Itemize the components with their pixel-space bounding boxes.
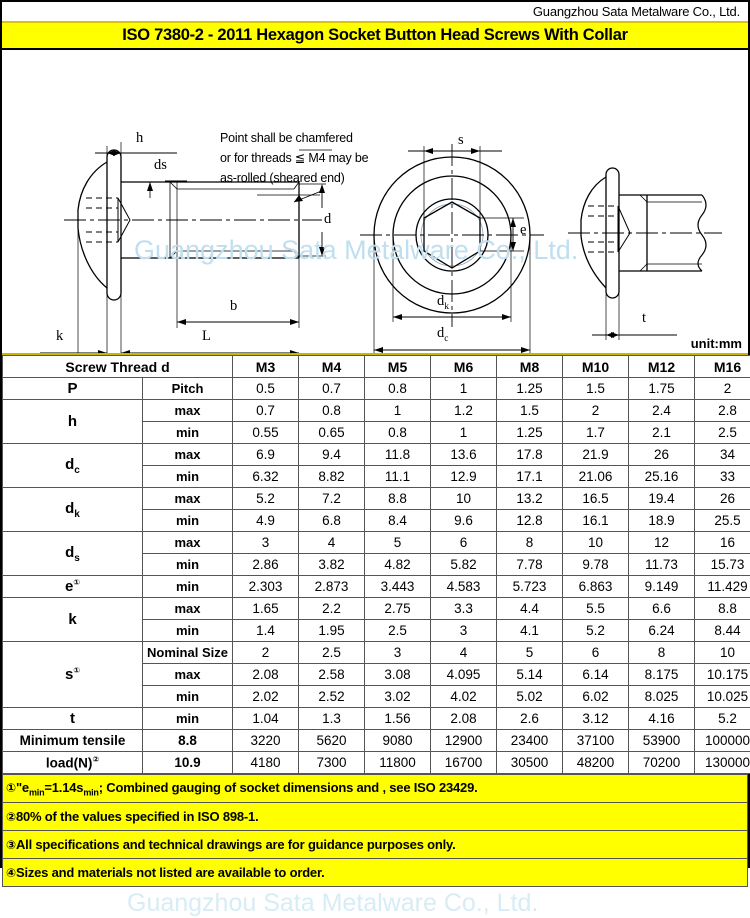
table-cell: 5.02 [497,686,563,708]
footnote-1: $①"e_{min}=1.14s_{min}$; Combined gauging of socket dimensions and , see ISO 23429. [3,775,748,803]
size-header-m8: M8 [497,356,563,378]
table-cell: 13.2 [497,488,563,510]
table-cell: 21.06 [563,466,629,488]
table-cell: 5620 [299,730,365,752]
table-cell: 2 [563,400,629,422]
row-qualifier: min [143,554,233,576]
table-cell: 2.75 [365,598,431,620]
table-cell: 130000 [695,752,750,774]
table-cell: 3.12 [563,708,629,730]
dim-label-b: b [230,298,237,315]
table-cell: 0.7 [299,378,365,400]
row-symbol: $d_s$ [3,532,143,576]
table-cell: 5.14 [497,664,563,686]
spec-table-wrapper [2,355,748,774]
table-row [3,532,750,554]
table-cell: 2.58 [299,664,365,686]
table-cell: 53900 [629,730,695,752]
row-symbol: k [3,598,143,642]
table-cell: 16700 [431,752,497,774]
table-cell: 1.5 [497,400,563,422]
table-cell: 25.16 [629,466,695,488]
watermark-drawing: Guangzhou Sata Metalware Co., Ltd. [134,235,578,266]
table-cell: 5 [497,642,563,664]
footnote-row [3,831,748,859]
row-symbol: t [3,708,143,730]
table-cell: 8.82 [299,466,365,488]
table-cell: 3.08 [365,664,431,686]
table-cell: 13.6 [431,444,497,466]
table-cell: 6.9 [233,444,299,466]
table-cell: 5.82 [431,554,497,576]
table-cell: 1.4 [233,620,299,642]
table-cell: 4 [299,532,365,554]
table-cell: 16.1 [563,510,629,532]
table-cell: 0.65 [299,422,365,444]
table-cell: 12 [629,532,695,554]
table-cell: 17.1 [497,466,563,488]
row-symbol: $d_c$ [3,444,143,488]
table-header-row [3,356,750,378]
tensile-label: Minimum tensile [3,730,143,752]
table-cell: 11.1 [365,466,431,488]
size-header-m4: M4 [299,356,365,378]
table-cell: 10.175 [695,664,750,686]
table-cell: 12.8 [497,510,563,532]
table-cell: 16.5 [563,488,629,510]
table-cell: 21.9 [563,444,629,466]
table-cell: 1.25 [497,422,563,444]
dim-label-t: t [642,310,646,327]
table-cell: 8.44 [695,620,750,642]
drawing-svg [2,50,748,355]
company-bar [2,2,748,23]
sheet-title-bar [2,23,748,50]
technical-drawing [2,50,748,355]
tensile-row [3,730,750,752]
table-cell: 15.73 [695,554,750,576]
watermark-table: Guangzhou Sata Metalware Co., Ltd. [127,889,538,918]
table-cell: 7.78 [497,554,563,576]
table-cell: 4.1 [497,620,563,642]
row-symbol: e① [3,576,143,598]
footnote-4: ④Sizes and materials not listed are available to order. [3,859,748,887]
row-symbol: h [3,400,143,444]
dim-label-dc [437,325,448,344]
table-cell: 1.95 [299,620,365,642]
table-cell: 8.025 [629,686,695,708]
row-qualifier: min [143,576,233,598]
tensile-grade: 10.9 [143,752,233,774]
tensile-row [3,752,750,774]
table-cell: 4.4 [497,598,563,620]
table-row [3,598,750,620]
table-row [3,400,750,422]
table-cell: 8.175 [629,664,695,686]
table-cell: 48200 [563,752,629,774]
table-cell: 5.723 [497,576,563,598]
table-cell: 2.02 [233,686,299,708]
row-qualifier: max [143,444,233,466]
table-cell: 11800 [365,752,431,774]
table-cell: 5.5 [563,598,629,620]
table-cell: 2.08 [233,664,299,686]
dim-label-dk-main: d [437,293,444,309]
table-cell: 6.863 [563,576,629,598]
unit-label: unit:mm [691,336,742,351]
dim-label-e: e [520,222,526,239]
dim-label-L: L [202,328,211,345]
chamfer-note-line1: Point shall be chamfered [220,128,353,148]
row-qualifier: min [143,466,233,488]
dim-label-ds: ds [154,157,167,174]
table-cell: 3 [431,620,497,642]
table-cell: 34 [695,444,750,466]
table-cell: 8.8 [365,488,431,510]
table-cell: 3 [233,532,299,554]
table-cell: 1 [431,378,497,400]
table-cell: 6.32 [233,466,299,488]
table-cell: 0.7 [233,400,299,422]
table-cell: 2.5 [365,620,431,642]
table-cell: 7300 [299,752,365,774]
table-cell: 4.16 [629,708,695,730]
row-symbol: s① [3,642,143,708]
dim-label-dk [437,293,449,312]
tensile-grade: 8.8 [143,730,233,752]
table-cell: 9.4 [299,444,365,466]
row-symbol: $d_k$ [3,488,143,532]
table-cell: 4.583 [431,576,497,598]
table-cell: 0.55 [233,422,299,444]
table-cell: 2.52 [299,686,365,708]
table-cell: 19.4 [629,488,695,510]
footnote-2: ②80% of the values specified in ISO 898-1. [3,803,748,831]
table-cell: 4180 [233,752,299,774]
table-cell: 6.8 [299,510,365,532]
row-qualifier: min [143,708,233,730]
table-cell: 70200 [629,752,695,774]
row-qualifier: min [143,686,233,708]
row-qualifier: max [143,400,233,422]
dim-label-k: k [56,328,63,345]
table-cell: 2 [233,642,299,664]
table-cell: 1 [431,422,497,444]
table-cell: 18.9 [629,510,695,532]
dim-label-d: d [324,211,331,228]
table-cell: 3.02 [365,686,431,708]
dim-label-dk-sub: k [444,302,449,312]
table-cell: 9.149 [629,576,695,598]
table-cell: 6 [431,532,497,554]
dim-label-s: s [458,132,464,149]
dim-label-dc-main: d [437,325,444,341]
table-cell: 10 [695,642,750,664]
table-cell: 8 [497,532,563,554]
table-cell: 5.2 [563,620,629,642]
row-qualifier: min [143,422,233,444]
size-header-m6: M6 [431,356,497,378]
table-cell: 37100 [563,730,629,752]
table-row [3,444,750,466]
table-cell: 4 [431,642,497,664]
table-cell: 26 [629,444,695,466]
table-cell: 11.429 [695,576,750,598]
table-cell: 2.4 [629,400,695,422]
table-cell: 4.9 [233,510,299,532]
screw-thread-header: Screw Thread d [3,356,233,378]
table-cell: 23400 [497,730,563,752]
table-cell: 1.7 [563,422,629,444]
table-cell: 2 [695,378,750,400]
table-cell: 4.02 [431,686,497,708]
size-header-m5: M5 [365,356,431,378]
chamfer-note-line3: as-rolled (sheared end) [220,168,345,188]
chamfer-note-line2: or for threads ≦ M4 may be [220,148,368,168]
table-cell: 10 [431,488,497,510]
table-cell: 6.02 [563,686,629,708]
table-cell: 12900 [431,730,497,752]
table-cell: 12.9 [431,466,497,488]
table-cell: 4.095 [431,664,497,686]
table-cell: 2.5 [299,642,365,664]
row-qualifier: max [143,664,233,686]
table-row [3,576,750,598]
footnote-row [3,803,748,831]
row-qualifier: Nominal Size [143,642,233,664]
table-row [3,488,750,510]
table-cell: 9.78 [563,554,629,576]
table-cell: 30500 [497,752,563,774]
table-cell: 2.5 [695,422,750,444]
table-cell: 3.82 [299,554,365,576]
table-cell: 2.1 [629,422,695,444]
row-qualifier: Pitch [143,378,233,400]
table-cell: 8 [629,642,695,664]
table-cell: 1.3 [299,708,365,730]
table-cell: 3220 [233,730,299,752]
footnote-3: ③All specifications and technical drawings are for guidance purposes only. [3,831,748,859]
dim-label-h: h [136,130,143,147]
table-cell: 2.303 [233,576,299,598]
table-cell: 1.5 [563,378,629,400]
table-cell: 1.2 [431,400,497,422]
row-qualifier: min [143,510,233,532]
table-cell: 2.6 [497,708,563,730]
table-cell: 2.86 [233,554,299,576]
table-cell: 9.6 [431,510,497,532]
table-cell: 0.8 [299,400,365,422]
table-cell: 1 [365,400,431,422]
table-cell: 10.025 [695,686,750,708]
table-row [3,378,750,400]
company-name: Guangzhou Sata Metalware Co., Ltd. [533,4,740,19]
table-cell: 3.443 [365,576,431,598]
table-cell: 2.8 [695,400,750,422]
table-cell: 100000 [695,730,750,752]
size-header-m10: M10 [563,356,629,378]
table-cell: 9080 [365,730,431,752]
footnote-row [3,775,748,803]
table-cell: 6.14 [563,664,629,686]
table-cell: 8.8 [695,598,750,620]
size-header-m3: M3 [233,356,299,378]
spec-table [2,355,750,774]
table-cell: 0.8 [365,422,431,444]
footnotes-table [2,774,748,887]
table-cell: 0.5 [233,378,299,400]
table-cell: 10 [563,532,629,554]
tensile-label: load(N)② [3,752,143,774]
table-cell: 11.8 [365,444,431,466]
table-cell: 0.8 [365,378,431,400]
table-cell: 2.873 [299,576,365,598]
table-cell: 5 [365,532,431,554]
table-cell: 1.25 [497,378,563,400]
table-cell: 11.73 [629,554,695,576]
size-header-m12: M12 [629,356,695,378]
table-cell: 26 [695,488,750,510]
table-cell: 3 [365,642,431,664]
table-cell: 16 [695,532,750,554]
size-header-m16: M16 [695,356,750,378]
table-cell: 3.3 [431,598,497,620]
table-cell: 1.56 [365,708,431,730]
row-qualifier: min [143,620,233,642]
table-cell: 4.82 [365,554,431,576]
table-row [3,708,750,730]
row-qualifier: max [143,488,233,510]
table-cell: 5.2 [233,488,299,510]
table-cell: 33 [695,466,750,488]
table-cell: 2.2 [299,598,365,620]
row-symbol: P [3,378,143,400]
table-cell: 5.2 [695,708,750,730]
row-qualifier: max [143,532,233,554]
table-cell: 1.75 [629,378,695,400]
dim-label-dc-sub: c [444,334,448,344]
table-cell: 1.65 [233,598,299,620]
table-cell: 6.6 [629,598,695,620]
table-cell: 6 [563,642,629,664]
table-cell: 8.4 [365,510,431,532]
table-cell: 1.04 [233,708,299,730]
footnote-row [3,859,748,887]
table-cell: 6.24 [629,620,695,642]
table-cell: 2.08 [431,708,497,730]
row-qualifier: max [143,598,233,620]
table-cell: 7.2 [299,488,365,510]
table-cell: 17.8 [497,444,563,466]
page-title: ISO 7380-2 - 2011 Hexagon Socket Button Head Screws With Collar [122,26,627,45]
table-row [3,642,750,664]
table-cell: 25.5 [695,510,750,532]
